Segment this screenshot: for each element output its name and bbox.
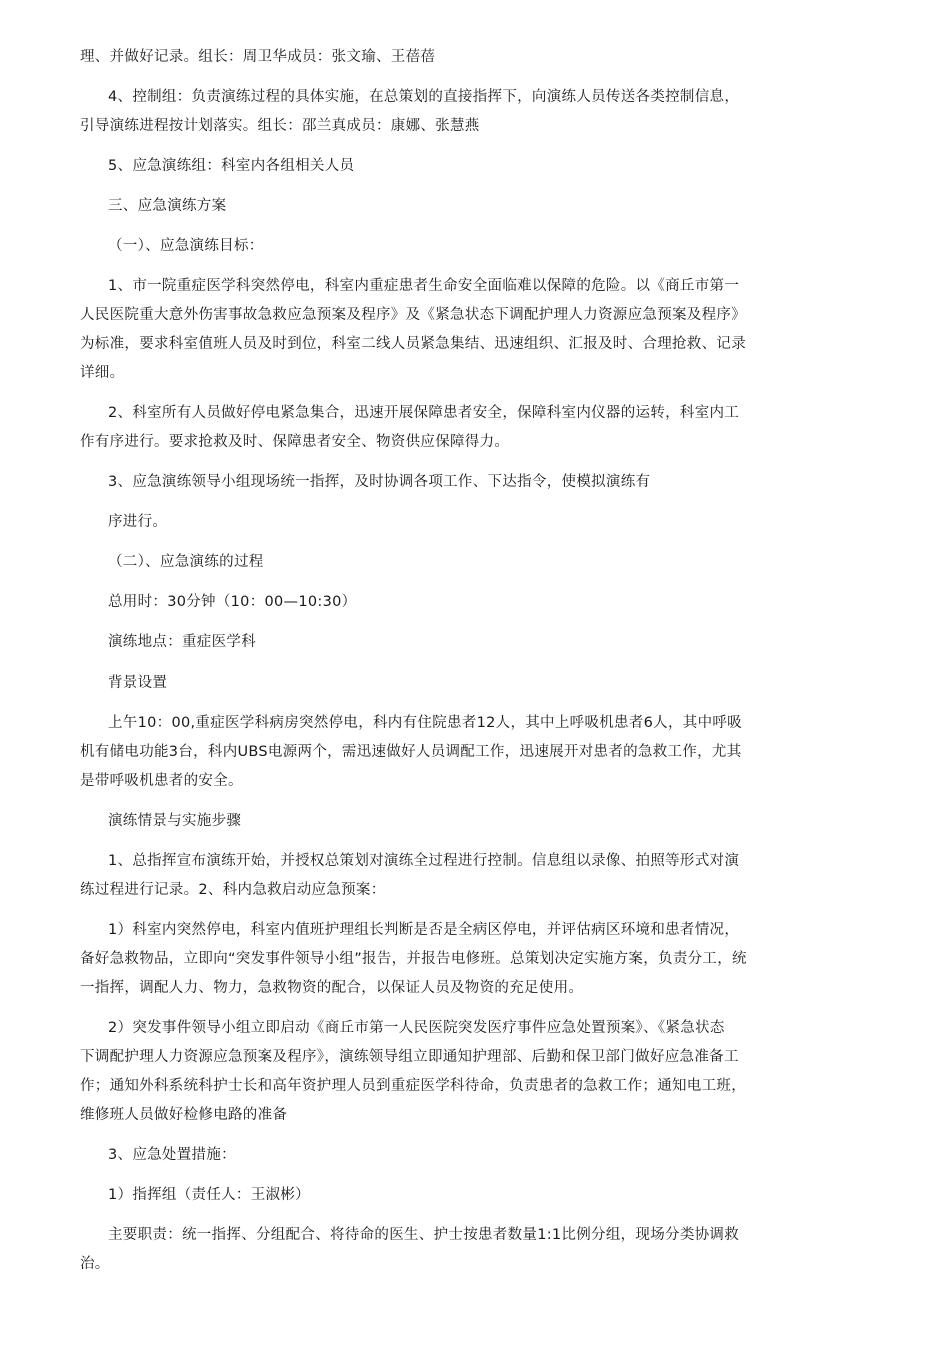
section-heading-plan bbox=[80, 192, 780, 221]
text-line: 治。 bbox=[80, 1256, 110, 1272]
paragraph-command-group bbox=[80, 1181, 780, 1210]
paragraph-goal-1 bbox=[80, 272, 780, 388]
paragraph-main-duties bbox=[80, 1221, 780, 1279]
text-line: 1、市一院重症医学科突然停电，科室内重症患者生命安全面临难以保障的危险。以《商丘市第一 bbox=[108, 278, 740, 294]
text-line: 一指挥，调配人力、物力，急救物资的配合，以保证人员及物资的充足使用。 bbox=[80, 980, 584, 996]
paragraph-drill-group bbox=[80, 152, 780, 181]
paragraph-control-group bbox=[80, 83, 780, 141]
text-line: 2、科室所有人员做好停电紧急集合，迅速开展保障患者安全，保障科室内仪器的运转，科室内工 bbox=[108, 405, 740, 421]
paragraph-duration bbox=[80, 588, 780, 617]
text-line: 三、应急演练方案 bbox=[108, 198, 227, 214]
text-line: 4、控制组：负责演练过程的具体实施，在总策划的直接指挥下，向演练人员传送各类控制信息， bbox=[108, 89, 740, 105]
text-line: 详细。 bbox=[80, 365, 125, 381]
subheading-goals bbox=[80, 232, 780, 261]
paragraph-step-1 bbox=[80, 847, 780, 905]
text-line: 演练地点：重症医学科 bbox=[108, 634, 256, 650]
paragraph-goal-2 bbox=[80, 399, 780, 457]
subheading-process bbox=[80, 548, 780, 577]
text-line: 1）科室内突然停电，科室内值班护理组长判断是否是全病区停电，并评估病区环境和患者情况， bbox=[108, 922, 740, 938]
text-line: 是带呼吸机患者的安全。 bbox=[80, 773, 243, 789]
text-line: 人民医院重大意外伤害事故急救应急预案及程序》及《紧急状态下调配护理人力资源应急预案及程序》 bbox=[80, 307, 746, 323]
text-line: 2）突发事件领导小组立即启动《商丘市第一人民医院突发医疗事件应急处置预案》、《紧急状态 bbox=[108, 1020, 725, 1036]
text-line: 序进行。 bbox=[108, 514, 168, 530]
text-line: （二）、应急演练的过程 bbox=[108, 554, 264, 570]
subheading-background bbox=[80, 669, 780, 698]
paragraph-info-group-continued bbox=[80, 43, 780, 72]
text-line: 维修班人员做好检修电路的准备 bbox=[80, 1107, 288, 1123]
text-line: 5、应急演练组：科室内各组相关人员 bbox=[108, 158, 355, 174]
subheading-scenario bbox=[80, 807, 780, 836]
paragraph-location bbox=[80, 628, 780, 657]
text-line: 备好急救物品，立即向“突发事件领导小组”报告，并报告电修班。总策划决定实施方案，负责分工，统 bbox=[80, 951, 747, 967]
paragraph-goal-3 bbox=[80, 468, 780, 497]
paragraph-background bbox=[80, 709, 780, 796]
text-line: 下调配护理人力资源应急预案及程序》，演练领导组立即通知护理部、后勤和保卫部门做好应急准备工 bbox=[80, 1049, 739, 1065]
text-line: 主要职责：统一指挥、分组配合、将待命的医生、护士按患者数量1:1比例分组，现场分类协调救 bbox=[108, 1227, 740, 1243]
text-line: 为标准，要求科室值班人员及时到位，科室二线人员紧急集结、迅速组织、汇报及时、合理抢救、记录 bbox=[80, 336, 746, 352]
text-line: （一）、应急演练目标： bbox=[108, 238, 264, 254]
text-line: 1）指挥组（责任人：王淑彬） bbox=[108, 1187, 310, 1203]
text-line: 上午10：00,重症医学科病房突然停电，科内有住院患者12人，其中上呼吸机患者6人，其中呼吸 bbox=[108, 715, 742, 731]
text-line: 引导演练进程按计划落实。组长：邵兰真成员：康娜、张慧燕 bbox=[80, 118, 480, 134]
text-line: 总用时：30分钟（10：00—10:30） bbox=[108, 594, 357, 610]
text-line: 理、并做好记录。组长：周卫华成员：张文瑜、王蓓蓓 bbox=[80, 49, 436, 65]
text-line: 作有序进行。要求抢救及时、保障患者安全、物资供应保障得力。 bbox=[80, 434, 510, 450]
text-line: 练过程进行记录。2、科内急救启动应急预案： bbox=[80, 882, 386, 898]
paragraph-goal-3-continued bbox=[80, 508, 780, 537]
text-line: 3、应急处置措施： bbox=[108, 1147, 236, 1163]
subheading-measures bbox=[80, 1141, 780, 1170]
text-line: 3、应急演练领导小组现场统一指挥，及时协调各项工作、下达指令，使模拟演练有 bbox=[108, 474, 651, 490]
text-line: 演练情景与实施步骤 bbox=[108, 813, 242, 829]
paragraph-step-2-2 bbox=[80, 1014, 780, 1130]
text-line: 机有储电功能3台，科内UBS电源两个，需迅速做好人员调配工作，迅速展开对患者的急救工作，尤其 bbox=[80, 744, 742, 760]
text-line: 1、总指挥宣布演练开始，并授权总策划对演练全过程进行控制。信息组以录像、拍照等形式对演 bbox=[108, 853, 740, 869]
text-line: 背景设置 bbox=[108, 675, 168, 691]
text-line: 作；通知外科系统科护士长和高年资护理人员到重症医学科待命，负责患者的急救工作；通知电工班， bbox=[80, 1078, 746, 1094]
paragraph-step-2-1 bbox=[80, 916, 780, 1003]
